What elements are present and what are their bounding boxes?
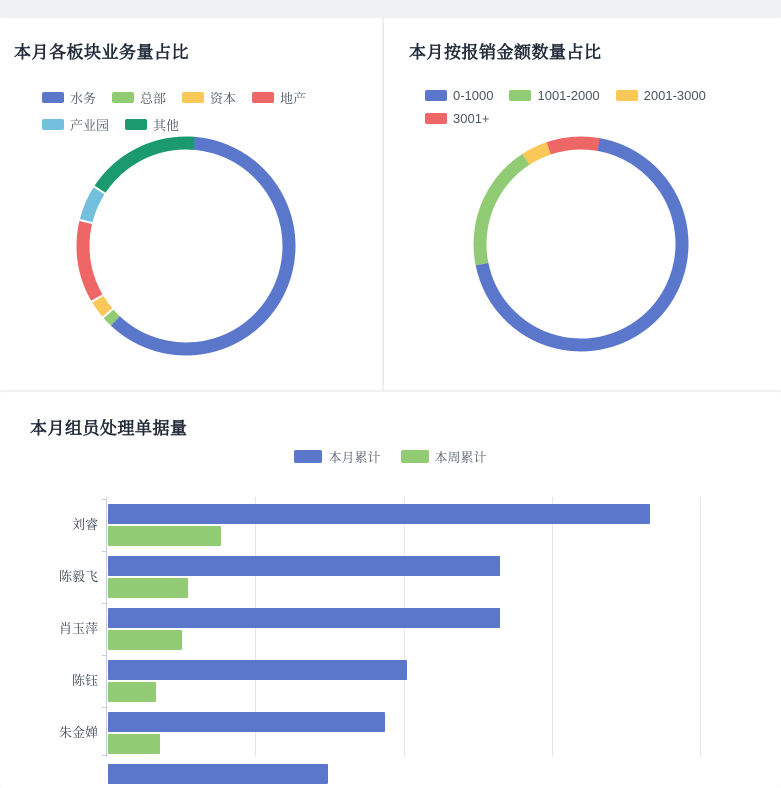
legend-swatch-icon xyxy=(294,450,322,463)
card-amount-share xyxy=(383,18,781,390)
bar-monthly[interactable] xyxy=(108,764,328,784)
legend-label: 0-1000 xyxy=(453,88,494,103)
left-chart-title: 本月各板块业务量占比 xyxy=(14,43,189,62)
bar-monthly[interactable] xyxy=(108,556,500,576)
legend-swatch-icon xyxy=(42,92,64,103)
bottom-chart-title: 本月组员处理单据量 xyxy=(30,419,188,438)
legend-label: 水务 xyxy=(70,91,97,106)
category-label: 肖玉萍 xyxy=(58,621,98,636)
bar-weekly[interactable] xyxy=(108,630,182,650)
legend-swatch-icon xyxy=(42,119,64,130)
legend-label: 本月累计 xyxy=(328,450,381,465)
bar-weekly[interactable] xyxy=(108,682,156,702)
bar-monthly[interactable] xyxy=(108,660,407,680)
legend-item-dichan[interactable] xyxy=(252,88,306,107)
legend-item-shuiwu[interactable] xyxy=(42,88,96,107)
legend-item-ziben[interactable] xyxy=(182,88,236,107)
axis-tick xyxy=(102,499,107,500)
right-chart-legend xyxy=(425,88,765,134)
bar-weekly[interactable] xyxy=(108,578,188,598)
left-donut-chart[interactable] xyxy=(70,130,302,362)
gridline xyxy=(552,497,553,757)
category-label: 陈钰 xyxy=(71,673,98,688)
bar-monthly[interactable] xyxy=(108,608,500,628)
donut-slice-2001-3000 xyxy=(467,130,695,358)
right-donut-chart[interactable] xyxy=(467,130,695,358)
legend-label: 资本 xyxy=(210,91,237,106)
legend-swatch-icon xyxy=(112,92,134,103)
category-label: 陈毅飞 xyxy=(58,569,98,584)
legend-label: 本周累计 xyxy=(434,450,487,465)
axis-tick xyxy=(102,755,107,756)
legend-item-2001-3000[interactable] xyxy=(616,88,706,103)
bar-monthly[interactable] xyxy=(108,504,650,524)
legend-label: 2001-3000 xyxy=(643,88,706,103)
legend-label: 其他 xyxy=(153,118,180,133)
donut-svg xyxy=(70,130,302,362)
legend-swatch-icon xyxy=(252,92,274,103)
legend-swatch-icon xyxy=(616,90,638,101)
legend-swatch-icon xyxy=(182,92,204,103)
card-member-volume xyxy=(0,392,781,788)
axis-tick xyxy=(102,603,107,604)
donut-slice-0-1000 xyxy=(467,130,695,358)
legend-item-1001-2000[interactable] xyxy=(509,88,599,103)
donut-svg xyxy=(467,130,695,358)
card-business-share xyxy=(0,18,382,390)
bar-weekly[interactable] xyxy=(108,734,160,754)
legend-swatch-icon xyxy=(425,90,447,101)
legend-label: 产业园 xyxy=(70,118,110,133)
bar-plot-area[interactable] xyxy=(106,497,701,757)
axis-tick xyxy=(102,707,107,708)
legend-label: 3001+ xyxy=(453,111,490,126)
legend-item-0-1000[interactable] xyxy=(425,88,493,103)
card-divider xyxy=(383,18,384,390)
legend-swatch-icon xyxy=(509,90,531,101)
legend-item-3001-plus[interactable] xyxy=(425,111,490,126)
bar-monthly[interactable] xyxy=(108,712,385,732)
legend-swatch-icon xyxy=(425,113,447,124)
axis-tick xyxy=(102,551,107,552)
gridline xyxy=(700,497,701,757)
category-label: 朱金婵 xyxy=(58,725,98,740)
axis-tick xyxy=(102,655,107,656)
bar-weekly[interactable] xyxy=(108,526,221,546)
legend-item-zongbu[interactable] xyxy=(112,88,166,107)
legend-label: 总部 xyxy=(140,91,167,106)
legend-item-weekly-total[interactable] xyxy=(401,447,487,466)
legend-item-monthly-total[interactable] xyxy=(294,447,380,466)
legend-swatch-icon xyxy=(401,450,429,463)
legend-swatch-icon xyxy=(125,119,147,130)
bar-chart-legend xyxy=(0,447,781,466)
donut-slice-1001-2000 xyxy=(467,130,695,358)
legend-label: 1001-2000 xyxy=(537,88,600,103)
donut-slice-3001-plus xyxy=(467,130,695,358)
right-chart-title: 本月按报销金额数量占比 xyxy=(409,43,602,62)
category-label: 刘睿 xyxy=(71,517,98,532)
legend-label: 地产 xyxy=(280,91,307,106)
